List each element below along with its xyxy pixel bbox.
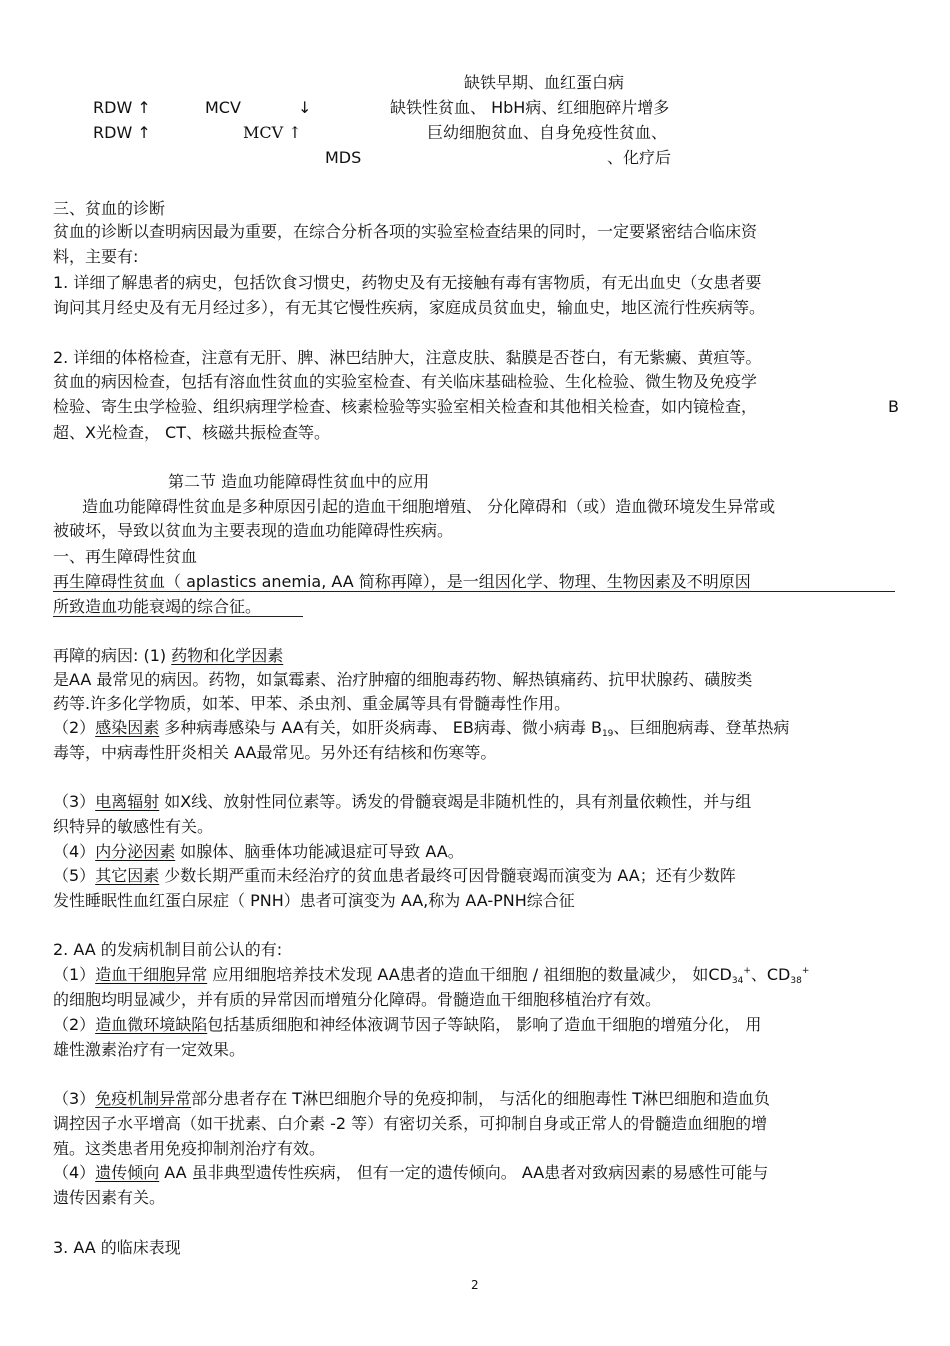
table-cell: 、化疗后 [607,148,672,167]
mechanism-text: 应用细胞培养技术发现 AA患者的造血干细胞 / 祖细胞的数量减少， 如CD [207,965,732,984]
subscript: 38 [790,976,802,986]
paragraph-line: 询问其月经史及有无月经过多），有无其它慢性疾病，家庭成员贫血史，输血史，地区流行性疾病等。 [53,298,766,317]
cause-text: 、巨细胞病毒、登革热病 [613,718,790,737]
subscript: 19 [601,729,614,739]
cause-text: 如腺体、脑垂体功能减退症可导致 AA。 [175,842,464,861]
cause-line [53,644,283,668]
table-cell: MDS [325,148,362,167]
mechanism-text: AA 虽非典型遗传性疾病， 但有一定的遗传倾向。 AA患者对致病因素的易感性可能与 [159,1163,769,1182]
paragraph-line-end: B [888,397,899,416]
item-number: （3） [53,792,96,811]
table-cell: 缺铁早期、血红蛋白病 [464,73,625,92]
mechanism-title: 遗传倾向 [95,1163,160,1182]
paragraph-line: 是AA 最常见的病因。药物，如氯霉素、治疗肿瘤的细胞毒药物、解热镇痛药、抗甲状腺药、磺胺类 [53,670,753,689]
page-number: 2 [471,1278,479,1292]
mechanism-line [53,963,809,990]
cause-line [53,716,789,743]
item-number: （1） [53,965,96,984]
cause-line [53,790,751,814]
table-cell: 缺铁性贫血、 HbH病、红细胞碎片增多 [390,98,670,117]
paragraph-line: 调控因子水平增高（如干扰素、白介素 -2 等）有密切关系，可抑制自身或正常人的骨髓造血细胞的增 [53,1114,768,1133]
table-cell: RDW ↑ [93,123,151,142]
item-number: （3） [53,1089,96,1108]
cause-line [53,864,736,888]
mechanism-title: 造血干细胞异常 [95,965,208,984]
cause-title: 电离辐射 [95,792,160,811]
paragraph-line: 料，主要有: [53,247,139,266]
item-number: （4） [53,842,96,861]
cause-text: 多种病毒感染与 AA有关，如肝炎病毒、 EB病毒、微小病毒 B [159,718,602,737]
paragraph-line: 雄性激素治疗有一定效果。 [53,1040,246,1059]
paragraph-line: 造血功能障碍性贫血是多种原因引起的造血干细胞增殖、 分化障碍和（或）造血微环境发生异常或 [82,497,776,516]
paragraph-line: 的细胞均明显减少，并有质的异常因而增殖分化障碍。骨髓造血干细胞移植治疗有效。 [53,990,662,1009]
table-cell: MCV ↑ [243,123,302,142]
paragraph-line: 发性睡眠性血红蛋白尿症（ PNH）患者可演变为 AA,称为 AA-PNH综合征 [53,891,575,910]
mechanism-text: 包括基质细胞和神经体液调节因子等缺陷， 影响了造血干细胞的增殖分化， 用 [207,1015,762,1034]
paragraph-line: 毒等，中病毒性肝炎相关 AA最常见。另外还有结核和伤寒等。 [53,743,497,762]
item-number: （2） [53,1015,96,1034]
paragraph-line: 贫血的诊断以查明病因最为重要，在综合分析各项的实验室检查结果的同时，一定要紧密结合临床资 [53,222,758,241]
mechanism-line [53,1161,768,1185]
section-heading: 三、贫血的诊断 [53,199,166,218]
section-title: 第二节 造血功能障碍性贫血中的应用 [168,472,430,491]
cause-title: 内分泌因素 [95,842,176,861]
cause-title: 感染因素 [95,718,160,737]
paragraph-line: 1. 详细了解患者的病史，包括饮食习惯史，药物史及有无接触有毒有害物质，有无出血史（女患者要 [53,273,762,292]
mechanism-line [53,1087,770,1111]
mechanism-title: 造血微环境缺陷 [95,1015,208,1034]
cause-text: 少数长期严重而未经治疗的贫血患者最终可因骨髓衰竭而演变为 AA；还有少数阵 [159,866,736,885]
paragraph-line: 织特异的敏感性有关。 [53,817,214,836]
superscript: + [743,966,751,976]
cause-label: 再障的病因: (1) [53,646,172,665]
mechanism-line [53,1013,761,1037]
definition-line: 再生障碍性贫血（ aplastics anemia, AA 简称再障），是一组因化学、物理、生物因素及不明原因 [53,572,751,591]
item-number: （4） [53,1163,96,1182]
clinical-heading: 3. AA 的临床表现 [53,1238,181,1257]
subsection-heading: 一、再生障碍性贫血 [53,547,198,566]
mechanism-text: 、CD [750,965,791,984]
paragraph-line: 被破坏，导致以贫血为主要表现的造血功能障碍性疾病。 [53,521,454,540]
definition-line: 所致造血功能衰竭的综合征。 [53,597,262,616]
cause-text: 如X线、放射性同位素等。诱发的骨髓衰竭是非随机性的，具有剂量依赖性，并与组 [159,792,752,811]
table-cell: 巨幼细胞贫血、自身免疫性贫血、 [427,123,668,142]
table-cell: MCV [205,98,241,117]
paragraph-line: 殖。这类患者用免疫抑制剂治疗有效。 [53,1139,326,1158]
paragraph-line: 贫血的病因检查，包括有溶血性贫血的实验室检查、有关临床基础检验、生化检验、微生物及免疫学 [53,372,758,391]
paragraph-line: 遗传因素有关。 [53,1188,166,1207]
mechanism-heading: 2. AA 的发病机制目前公认的有: [53,940,283,959]
cause-line [53,840,464,864]
superscript: + [801,966,810,976]
item-number: （5） [53,866,96,885]
cause-title: 其它因素 [95,866,160,885]
paragraph-line: 检验、寄生虫学检验、组织病理学检查、核素检验等实验室相关检查和其他相关检查，如内镜检查， [53,397,758,416]
table-cell: RDW ↑ [93,98,151,117]
paragraph-line: 药等.许多化学物质，如苯、甲苯、杀虫剂、重金属等具有骨髓毒性作用。 [53,694,571,713]
item-number: （2） [53,718,96,737]
cause-title: 药物和化学因素 [171,646,284,665]
paragraph-line: 超、X光检查， CT、核磁共振检查等。 [53,423,330,442]
subscript: 34 [731,976,744,986]
mechanism-text: 部分患者存在 T淋巴细胞介导的免疫抑制， 与活化的细胞毒性 T淋巴细胞和造血负 [191,1089,771,1108]
mechanism-title: 免疫机制异常 [95,1089,192,1108]
table-cell: ↓ [298,98,312,117]
underline [53,616,303,617]
underline [53,591,895,592]
paragraph-line: 2. 详细的体格检查，注意有无肝、脾、淋巴结肿大，注意皮肤、黏膜是否苍白，有无紫癜、黄疸等。 [53,348,762,367]
